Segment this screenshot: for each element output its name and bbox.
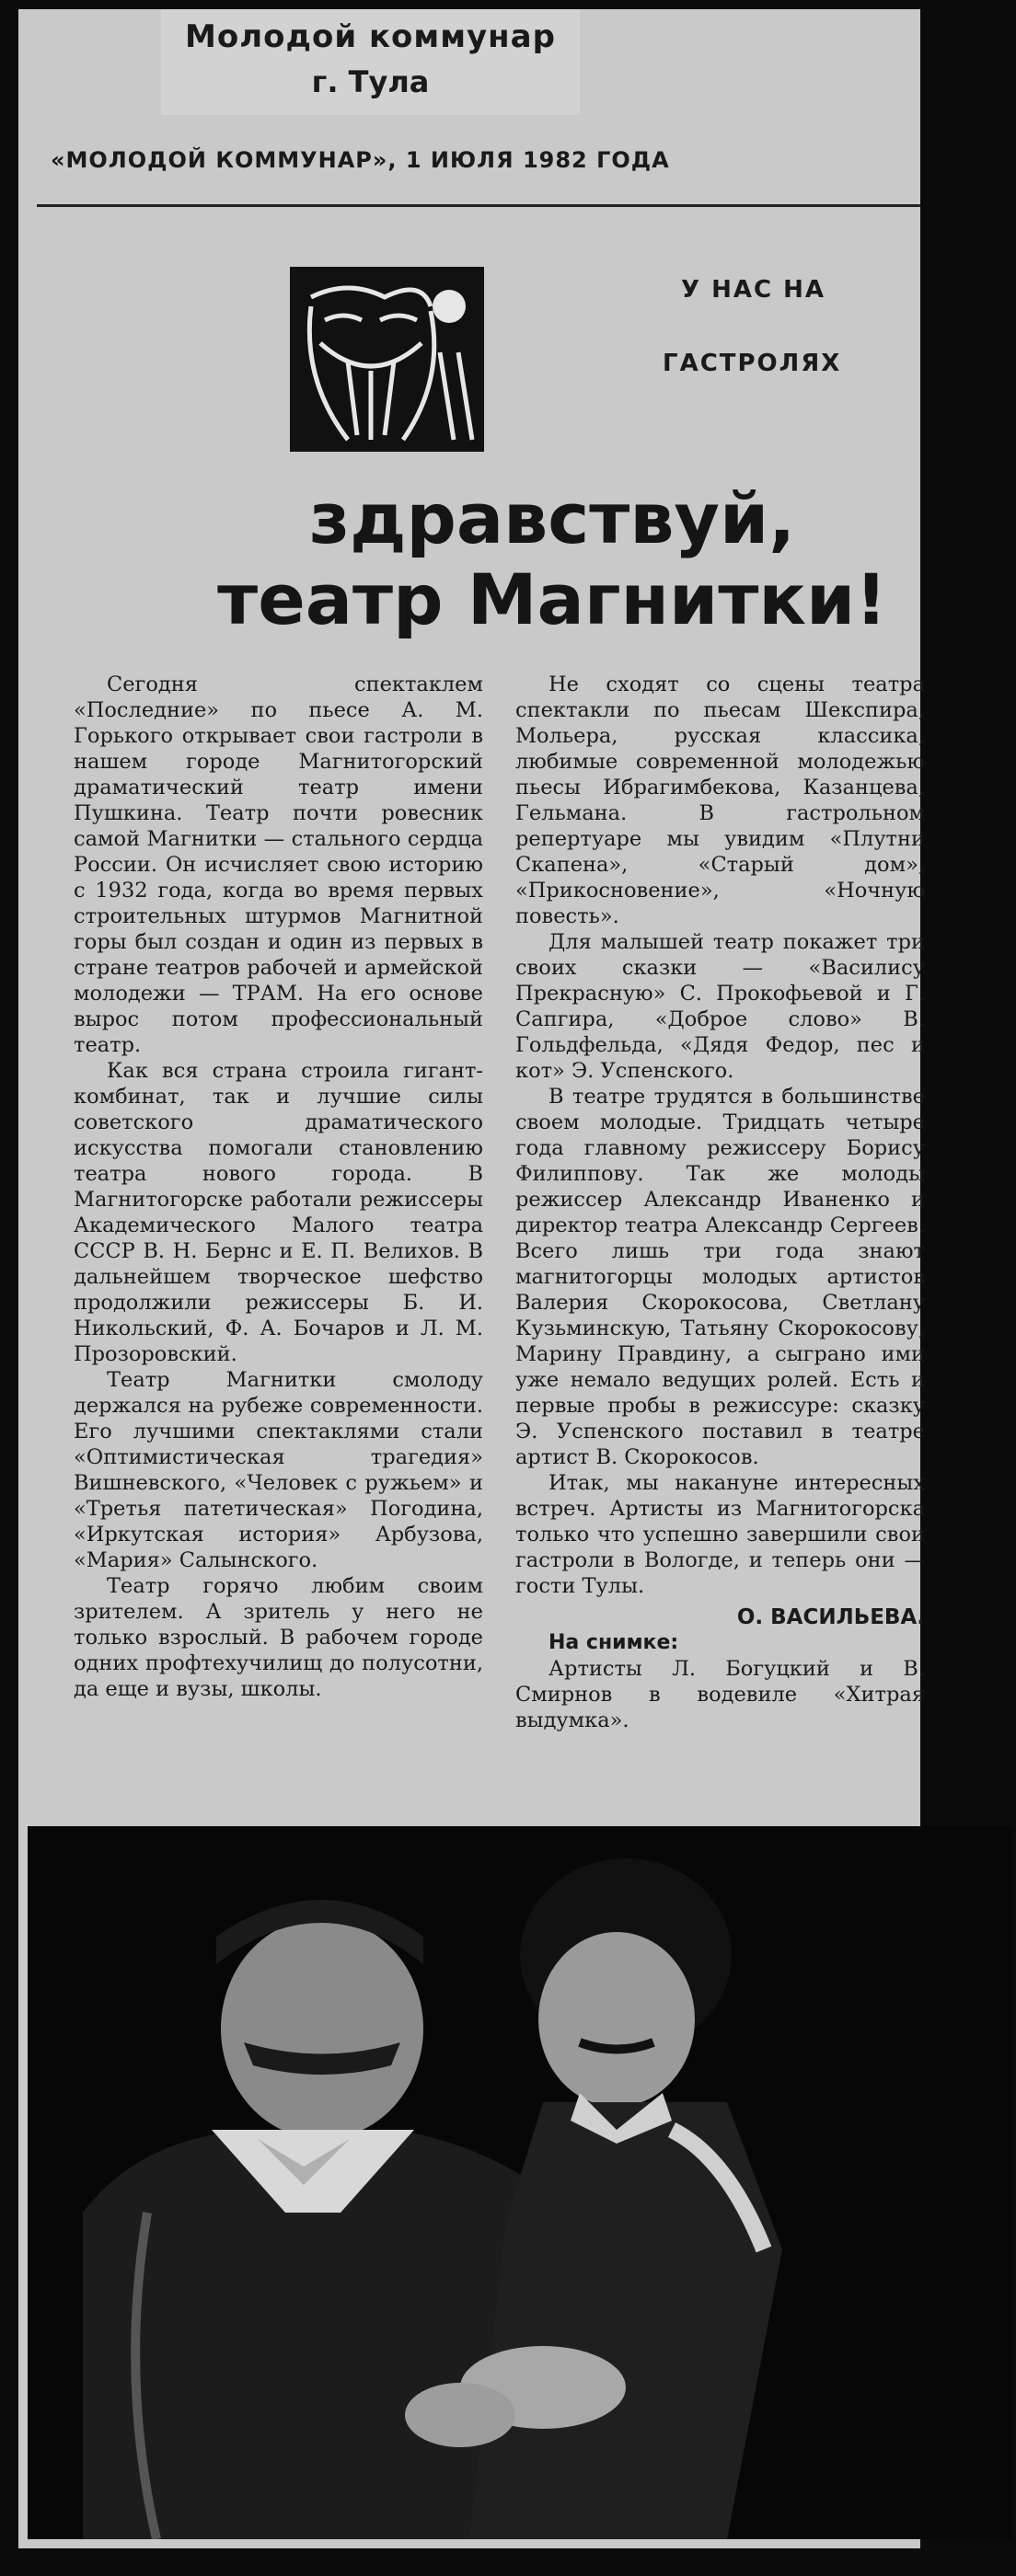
paragraph: Театр горячо любим своим зрителем. А зритель у него не только взрослый. В рабочем городе одних профтехучилищ до полусотни, да еще и вузы, школы.	[74, 1574, 483, 1701]
paragraph: Театр Магнитки смолоду держался на рубеже современности. Его лучшими спектаклями стали «Оптимистическая трагедия» Вишневского, «Человек с ружьем» и «Третья патетическая» Погодина, «Иркутская история» Арбузова, «Мария» Салынского.	[74, 1368, 483, 1572]
paragraph: Для малышей театр покажет три своих сказки — «Василису Прекрасную» С. Прокофьевой и Г. Сапгира, «Доброе слово» В. Гольдфельда, «Дядя Федор, пес и кот» Э. Успенского.	[515, 930, 925, 1083]
theatre-masks-logo	[290, 267, 484, 452]
paragraph: В театре трудятся в большинстве своем молодые. Тридцать четыре года главному режиссеру Борису Филиппову. Так же молоды режиссер Александр Иваненко и директор театра Александр Сергеев. Всего лишь три года знают магнитогорцы молодых артистов Валерия Скорокосова, Светлану Кузьминскую, Татьяну Скорокосову, Марину Правдину, а сыграно ими уже немало ведущих ролей. Есть и первые пробы в режиссуре: сказку Э. Успенского поставил в театре артист В. Скорокосов.	[515, 1085, 925, 1469]
paragraph: Не сходят со сцены театра спектакли по пьесам Шекспира, Мольера, русская классика, любимые современной молодежью пьесы Ибрагимбекова, Казанцева, Гельмана. В гастрольном репертуаре мы увидим «Плутни Скапена», «Старый дом», «Прикосновение», «Ночную повесть».	[515, 673, 925, 928]
source-stamp-city: г. Тула	[311, 64, 430, 99]
headline	[175, 478, 929, 640]
headline-line-2: театр Магнитки!	[217, 558, 887, 640]
source-stamp	[161, 9, 580, 115]
rubric-line-2: ГАСТРОЛЯХ	[663, 350, 842, 377]
caption-label: На снимке:	[548, 1631, 679, 1654]
dateline: «МОЛОДОЙ КОММУНАР», 1 ИЮЛЯ 1982 ГОДА	[51, 147, 670, 173]
divider	[37, 204, 920, 207]
paragraph: Сегодня спектаклем «Последние» по пьесе А. М. Горького открывает свои гастроли в нашем городе Магнитогорский драматический театр имени Пушкина. Театр почти ровесник самой Магнитки — стального сердца России. Он исчисляет свою историю с 1932 года, когда во время первых строительных штурмов Магнитной горы был создан и один из первых в стране театров рабочей и армейской молодежи — ТРАМ. На его основе вырос потом профессиональный театр.	[74, 673, 483, 1057]
article-column-left	[74, 672, 483, 1702]
headline-line-1: здравствуй,	[308, 477, 796, 559]
article-column-right	[515, 672, 925, 1733]
rubric-line-1: У НАС НА	[681, 276, 826, 304]
source-stamp-newspaper: Молодой коммунар	[185, 18, 556, 55]
paragraph: Как вся страна строила гигант-комбинат, так и лучшие силы советского драматического искусства помогали становлению театра нового города. В Магнитогорске работали режиссеры Академического Малого театра СССР В. Н. Бернс и Е. П. Велихов. В дальнейшем творческое шефство продолжили режиссеры Б. И. Никольский, Ф. А. Бочаров и Л. М. Прозоровский.	[74, 1059, 483, 1366]
paragraph: Итак, мы накануне интересных встреч. Артисты из Магнитогорска только что успешно завершили свои гастроли в Вологде, и теперь они — гости Тулы.	[515, 1471, 925, 1598]
stage-photo	[28, 1826, 1012, 2539]
author-signature: О. ВАСИЛЬЕВА.	[736, 1605, 925, 1629]
caption-text: Артисты Л. Богуцкий и В. Смирнов в водевиле «Хитрая выдумка».	[515, 1657, 925, 1732]
